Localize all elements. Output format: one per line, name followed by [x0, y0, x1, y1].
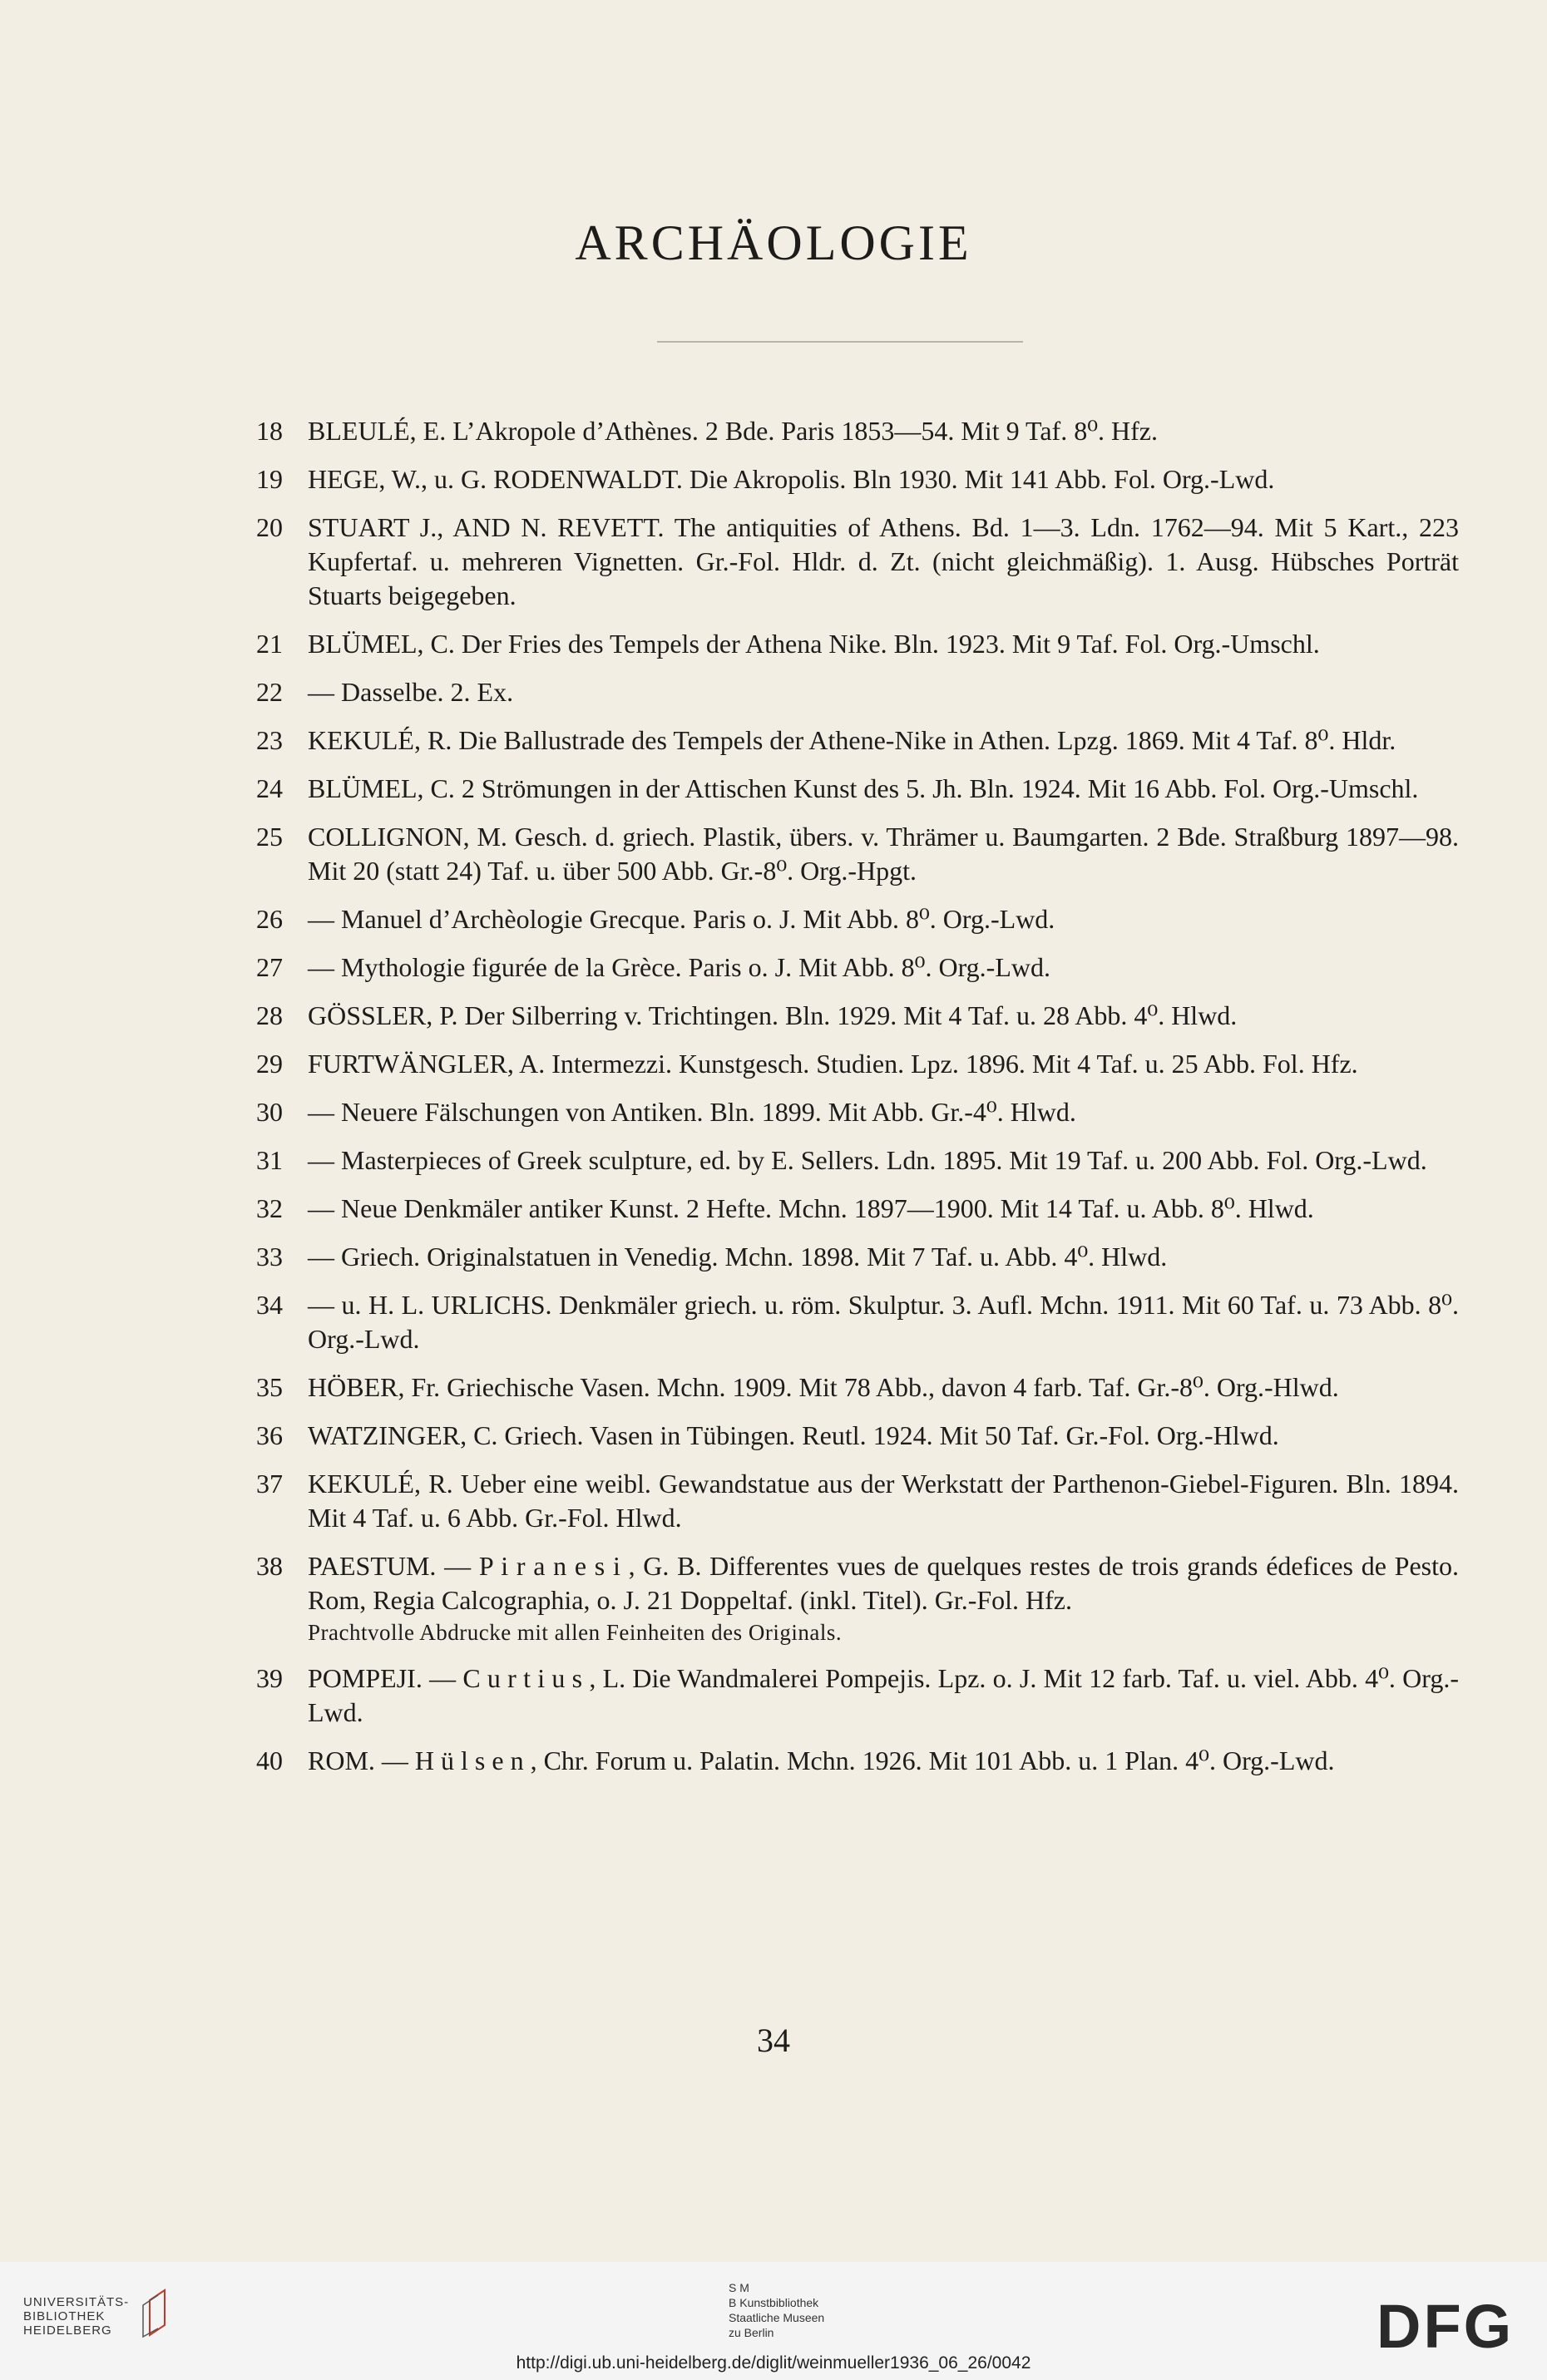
catalog-entry	[256, 1744, 1459, 1778]
entry-number: 39	[256, 1663, 283, 1693]
entry-number: 29	[256, 1049, 283, 1079]
catalog-entry	[256, 1143, 1459, 1178]
entry-text: KEKULÉ, R. Ueber eine weibl. Gewandstatue aus der Werkstatt der Parthenon-Giebel-Figuren. Bln. 1894. Mit 4 Taf. u. 6 Abb. Gr.-Fol. Hlwd.	[308, 1469, 1459, 1533]
entry-text: — Masterpieces of Greek sculpture, ed. by E. Sellers. Ldn. 1895. Mit 19 Taf. u. 200 Abb. Fol. Org.-Lwd.	[308, 1145, 1427, 1175]
entry-number: 34	[256, 1290, 283, 1320]
entry-number: 35	[256, 1372, 283, 1402]
entry-text: — Neue Denkmäler antiker Kunst. 2 Hefte. Mchn. 1897—1900. Mit 14 Taf. u. Abb. 8⁰. Hlwd.	[308, 1193, 1314, 1223]
entry-number: 19	[256, 464, 283, 494]
catalog-entry	[256, 820, 1459, 888]
catalog-entry	[256, 511, 1459, 613]
entry-text: ROM. — H ü l s e n , Chr. Forum u. Palatin. Mchn. 1926. Mit 101 Abb. u. 1 Plan. 4⁰. Org.-Lwd.	[308, 1745, 1335, 1775]
catalog-entry	[256, 1549, 1459, 1647]
entry-number: 40	[256, 1745, 283, 1775]
dfg-logo: DFG	[1376, 2292, 1515, 2361]
library-logo-icon	[140, 2287, 173, 2344]
catalog-entry	[256, 1047, 1459, 1081]
entry-text: BLÜMEL, C. Der Fries des Tempels der Athena Nike. Bln. 1923. Mit 9 Taf. Fol. Org.-Umschl.	[308, 629, 1320, 659]
entry-text: GÖSSLER, P. Der Silberring v. Trichtingen. Bln. 1929. Mit 4 Taf. u. 28 Abb. 4⁰. Hlwd.	[308, 1000, 1238, 1030]
entry-number: 28	[256, 1000, 283, 1030]
entry-number: 26	[256, 904, 283, 934]
catalog-entry	[256, 723, 1459, 758]
page-title: ARCHÄOLOGIE	[575, 215, 972, 270]
catalog-entry	[256, 1662, 1459, 1730]
entry-text: POMPEJI. — C u r t i u s , L. Die Wandmalerei Pompejis. Lpz. o. J. Mit 12 farb. Taf. u. viel. Abb. 4⁰. Org.-Lwd.	[308, 1663, 1459, 1727]
entry-text: — Mythologie figurée de la Grèce. Paris o. J. Mit Abb. 8⁰. Org.-Lwd.	[308, 952, 1050, 982]
catalog-entry	[256, 772, 1459, 806]
entry-note: Prachtvolle Abdrucke mit allen Feinheiten des Originals.	[308, 1620, 843, 1645]
entry-text: STUART J., AND N. REVETT. The antiquities of Athens. Bd. 1—3. Ldn. 1762—94. Mit 5 Kart., 223 Kupfertaf. u. mehreren Vignetten. Gr.-Fol. Hldr. d. Zt. (nicht gleichmäßig). 1. Ausg. Hübsches Porträt Stuarts beigegeben.	[308, 512, 1459, 610]
entry-number: 18	[256, 416, 283, 446]
entry-text: — u. H. L. URLICHS. Denkmäler griech. u. röm. Skulptur. 3. Aufl. Mchn. 1911. Mit 60 Taf. u. 73 Abb. 8⁰. Org.-Lwd.	[308, 1290, 1459, 1354]
catalog-entry-list	[256, 414, 1459, 1792]
entry-text: HÖBER, Fr. Griechische Vasen. Mchn. 1909. Mit 78 Abb., davon 4 farb. Taf. Gr.-8⁰. Org.-Hlwd.	[308, 1372, 1339, 1402]
entry-number: 33	[256, 1242, 283, 1271]
entry-text: COLLIGNON, M. Gesch. d. griech. Plastik, übers. v. Thrämer u. Baumgarten. 2 Bde. Straßburg 1897—98. Mit 20 (statt 24) Taf. u. über 500 Abb. Gr.-8⁰. Org.-Hpgt.	[308, 822, 1459, 886]
catalog-entry	[256, 1419, 1459, 1453]
entry-number: 20	[256, 512, 283, 542]
entry-number: 21	[256, 629, 283, 659]
entry-text: BLEULÉ, E. L’Akropole d’Athènes. 2 Bde. Paris 1853—54. Mit 9 Taf. 8⁰. Hfz.	[308, 416, 1158, 446]
catalog-entry	[256, 999, 1459, 1033]
catalog-entry	[256, 1240, 1459, 1274]
viewer-footer	[0, 2262, 1547, 2380]
entry-number: 37	[256, 1469, 283, 1499]
entry-number: 27	[256, 952, 283, 982]
entry-number: 38	[256, 1551, 283, 1581]
catalog-entry	[256, 1192, 1459, 1226]
entry-number: 25	[256, 822, 283, 852]
page-number: 34	[757, 2022, 790, 2059]
catalog-entry	[256, 462, 1459, 496]
entry-text: WATZINGER, C. Griech. Vasen in Tübingen. Reutl. 1924. Mit 50 Taf. Gr.-Fol. Org.-Hlwd.	[308, 1420, 1279, 1450]
entry-text: — Dasselbe. 2. Ex.	[308, 677, 514, 707]
entry-number: 30	[256, 1097, 283, 1127]
entry-text: — Griech. Originalstatuen in Venedig. Mchn. 1898. Mit 7 Taf. u. Abb. 4⁰. Hlwd.	[308, 1242, 1168, 1271]
permalink-url[interactable]: http://digi.ub.uni-heidelberg.de/diglit/weinmueller1936_06_26/0042	[516, 2353, 1031, 2373]
entry-number: 22	[256, 677, 283, 707]
entry-number: 23	[256, 725, 283, 755]
catalog-entry	[256, 627, 1459, 661]
catalog-entry	[256, 675, 1459, 709]
sm-kunstbibliothek-logo: S M B Kunstbibliothek Staatliche Museen zu Berlin	[729, 2281, 825, 2339]
title-divider	[657, 341, 1023, 343]
entry-text: KEKULÉ, R. Die Ballustrade des Tempels der Athene-Nike in Athen. Lpzg. 1869. Mit 4 Taf. 8⁰. Hldr.	[308, 725, 1396, 755]
entry-text: — Neuere Fälschungen von Antiken. Bln. 1899. Mit Abb. Gr.-4⁰. Hlwd.	[308, 1097, 1076, 1127]
entry-text: FURTWÄNGLER, A. Intermezzi. Kunstgesch. Studien. Lpz. 1896. Mit 4 Taf. u. 25 Abb. Fol. Hfz.	[308, 1049, 1358, 1079]
entry-number: 32	[256, 1193, 283, 1223]
entry-text: — Manuel d’Archèologie Grecque. Paris o. J. Mit Abb. 8⁰. Org.-Lwd.	[308, 904, 1055, 934]
catalog-entry	[256, 1288, 1459, 1356]
library-label: UNIVERSITÄTS- BIBLIOTHEK HEIDELBERG	[23, 2295, 130, 2338]
catalog-entry	[256, 902, 1459, 936]
entry-number: 31	[256, 1145, 283, 1175]
catalog-entry	[256, 1370, 1459, 1405]
entry-number: 24	[256, 773, 283, 803]
entry-number: 36	[256, 1420, 283, 1450]
catalog-entry	[256, 951, 1459, 985]
entry-text: HEGE, W., u. G. RODENWALDT. Die Akropolis. Bln 1930. Mit 141 Abb. Fol. Org.-Lwd.	[308, 464, 1275, 494]
catalog-entry	[256, 414, 1459, 448]
entry-text: BLÜMEL, C. 2 Strömungen in der Attischen Kunst des 5. Jh. Bln. 1924. Mit 16 Abb. Fol. Org.-Umschl.	[308, 773, 1419, 803]
entry-text: PAESTUM. — P i r a n e s i , G. B. Differentes vues de quelques restes de trois grands édefices de Pesto. Rom, Regia Calcographia, o. J. 21 Doppeltaf. (inkl. Titel). Gr.-Fol. Hfz.	[308, 1551, 1459, 1615]
catalog-entry	[256, 1095, 1459, 1129]
catalog-entry	[256, 1467, 1459, 1535]
